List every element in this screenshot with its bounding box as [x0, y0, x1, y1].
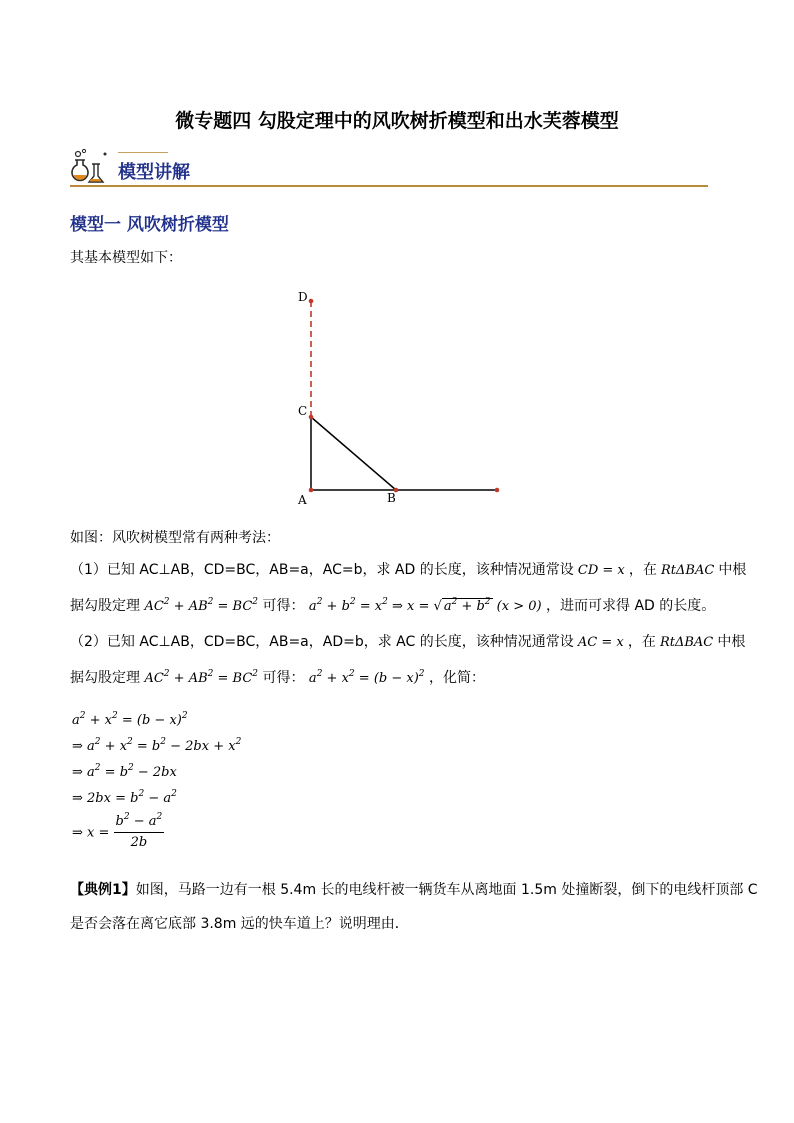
page-title: 微专题四 勾股定理中的风吹树折模型和出水芙蓉模型 — [175, 110, 619, 132]
derivation-step-2: ⇒ $a^2 + x^2 = b^2 - 2bx + x^2$ — [72, 737, 242, 754]
model-heading: 模型一 风吹树折模型 — [70, 215, 229, 235]
segment-cb — [311, 417, 396, 490]
example1-tag: 【典例1】 — [70, 882, 136, 898]
case2-line1: （2）已知 AC⊥AB，CD=BC，AB=a，AD=b，求 AC 的长度，该种情况通常设 AC = x ，在 RtΔBAC 中根 — [70, 634, 746, 650]
wind-tree-diagram — [290, 285, 520, 515]
label-a: A — [298, 493, 307, 507]
case1-line1: （1）已知 AC⊥AB，CD=BC，AB=a，AC=b，求 AD 的长度，该种情况通常设 CD = x ，在 RtΔBAC 中根 — [70, 562, 747, 578]
derivation-step-4: ⇒ $2bx = b^2 - a^2$ — [72, 789, 177, 806]
point-d — [309, 299, 314, 304]
derivation-step-1: $a^2 + x^2 = (b - x)^2$ — [72, 711, 188, 728]
section-heading: 模型讲解 — [118, 162, 190, 183]
section-divider — [70, 185, 708, 187]
point-c — [309, 415, 314, 420]
derivation-step-5: ⇒ x = $\frac{b^2 - a^2}{2b}$ — [72, 812, 163, 850]
section-top-rule — [118, 152, 168, 153]
case2-line2: 据勾股定理 $AC^2 + AB^2 = BC^2$ 可得： $a^2 + x^2 = (b - x)^2$ ，化简： — [70, 669, 485, 686]
caption-text: 如图：风吹树模型常有两种考法： — [70, 530, 280, 546]
label-b: B — [387, 491, 396, 505]
case1-line2: 据勾股定理 $AC^2 + AB^2 = BC^2$ 可得： $a^2 + b^2 = x^2$ ⇒ x = √ $a^2 + b^2$ (x > 0) ，进而可求得 AD 的长度。 — [70, 597, 716, 614]
label-c: C — [298, 404, 308, 418]
label-d: D — [298, 290, 308, 304]
intro-text: 其基本模型如下： — [70, 250, 182, 266]
flask-icon — [70, 148, 112, 184]
point-end — [495, 488, 500, 493]
example1-line1: 【典例1】如图，马路一边有一根 5.4m 长的电线杆被一辆货车从离地面 1.5m 处撞断裂，倒下的电线杆顶部 C — [70, 882, 758, 898]
point-a — [309, 488, 314, 493]
derivation-step-3: ⇒ $a^2 = b^2 - 2bx$ — [72, 763, 177, 780]
example1-line2: 是否会落在离它底部 3.8m 远的快车道上？说明理由． — [70, 916, 409, 932]
